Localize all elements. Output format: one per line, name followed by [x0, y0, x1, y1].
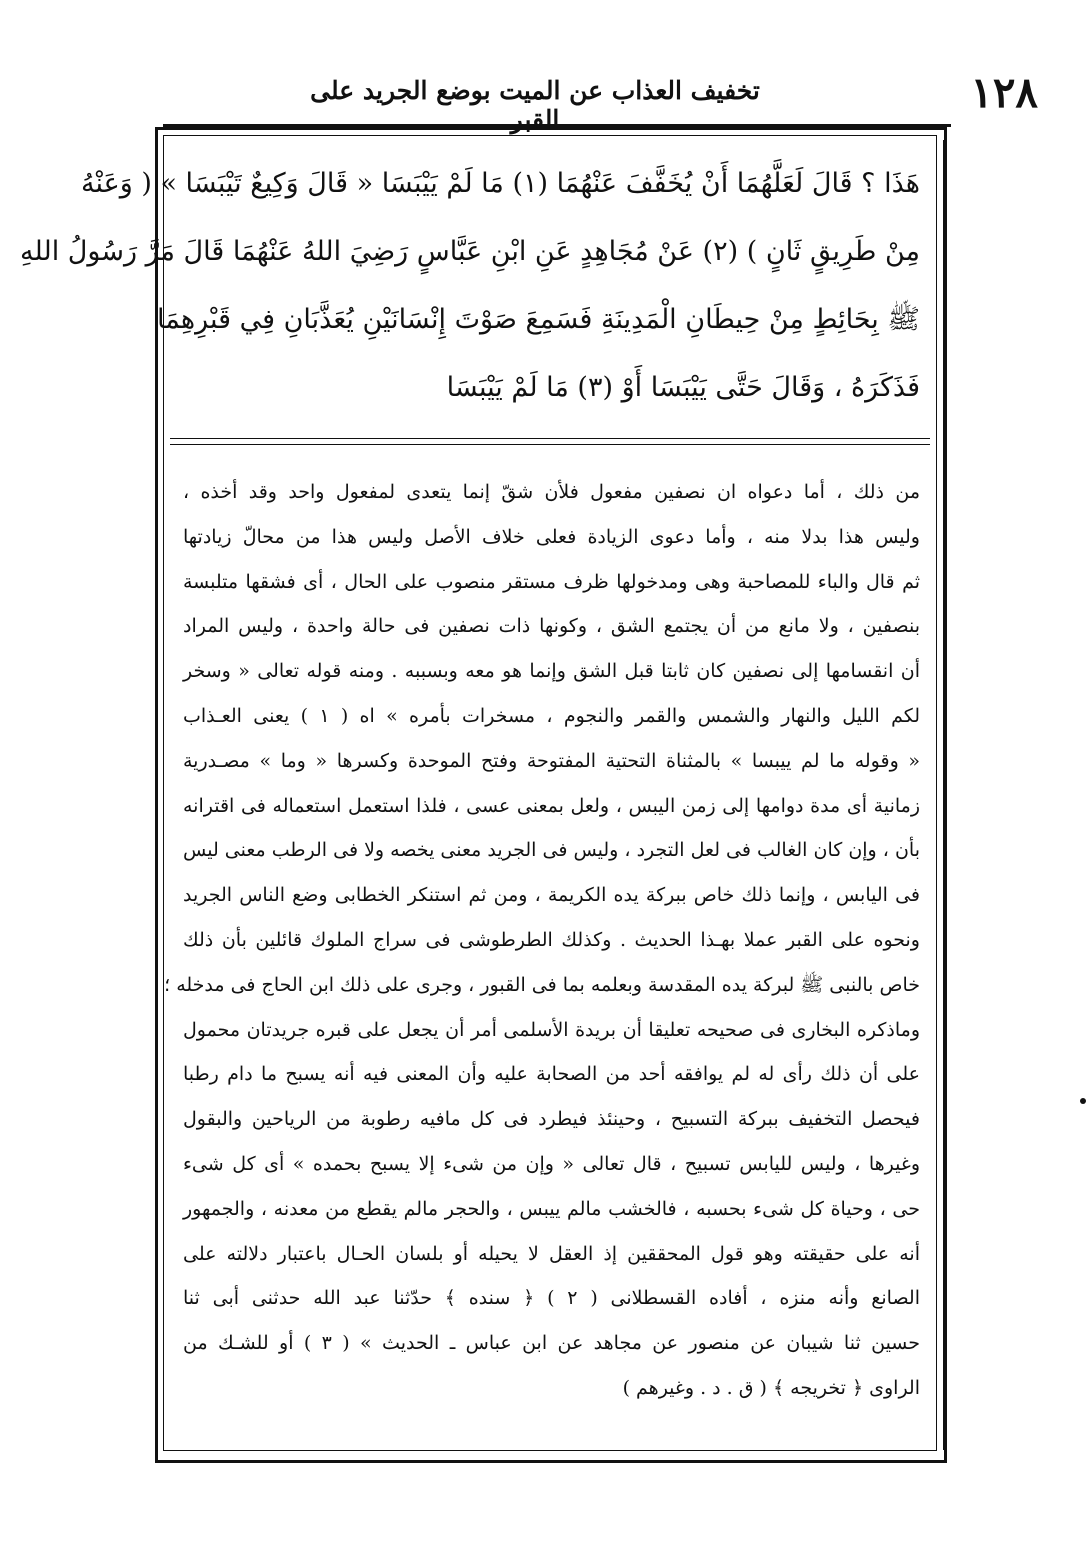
- section-divider: [170, 444, 930, 445]
- margin-rule: [943, 140, 944, 1450]
- commentary-line: الصانع وأنه منزه ، أفاده القسطلانى ( ٢ ) ﴿ سنده ﴾ حدّثنا عبد الله حدثنى أبى ثنا: [183, 1287, 921, 1310]
- hadith-line: فَذَكَرَهُ ، وَقَالَ حَتَّى يَيْبَسَا أَوْ (٣) مَا لَمْ يَيْبَسَا: [446, 372, 920, 403]
- commentary-line: وليس هذا بدلا منه ، وأما دعوى الزيادة فعلى خلاف الأصل وليس هذا من محالّ زيادتها: [183, 525, 920, 548]
- section-divider: [170, 438, 930, 439]
- commentary-line: حسين ثنا شيبان عن منصور عن مجاهد عن ابن عباس ـ الحديث » ( ٣ ) أو للشـك من: [183, 1332, 920, 1355]
- commentary-line: من ذلك ، أما دعواه ان نصفين مفعول فلأن شقّ إنما يتعدى لمفعول واحد وقد أخذه ،: [183, 481, 920, 503]
- commentary-line: على أن ذلك رأى له لم يوافقه أحد من الصحابة عليه وأن المعنى فيه أنه يسبح ما دام رطبا: [183, 1063, 920, 1086]
- margin-mark: [1080, 1098, 1086, 1104]
- commentary-line: ثم قال والباء للمصاحبة وهى ومدخولها ظرف مستقر منصوب على الحال ، أى فشقها متلبسة: [183, 570, 920, 593]
- commentary-line: أنه على حقيقته وهو قول المحققين إذ العقل لا يحيله أو بلسان الحـال باعتبار دلالته على: [183, 1242, 920, 1265]
- hadith-text: [20, 150, 920, 422]
- commentary-line: فى اليابس ، وإنما ذلك خاص ببركة يده الكريمة ، ومن ثم استنكر الخطابى وضع الناس الجريد: [183, 884, 920, 907]
- commentary-line: فيحصل التخفيف ببركة التسبيح ، وحينئذ فيطرد فى كل مافيه رطوبة من الرياحين والبقول: [183, 1108, 920, 1131]
- commentary-line: زمانية أى مدة دوامها إلى زمن اليبس ، ولعل بمعنى عسى ، فلذا استعمل استعماله فى اقترانه: [183, 794, 920, 817]
- commentary-line: خاص بالنبى ﷺ لبركة يده المقدسة وبعلمه بما فى القبور ، وجرى على ذلك ابن الحاج فى مدخله ؛: [164, 973, 920, 996]
- commentary-line: حى ، وحياة كل شىء بحسبه ، فالخشب مالم ييبس ، والحجر مالم يقطع من معدنه ، والجمهور: [183, 1197, 920, 1220]
- running-title: تخفيف العذاب عن الميت بوضع الجريد على القبر: [310, 76, 760, 134]
- commentary-line: بنصفين ، ولا مانع من أن يجتمع الشق ، وكونها ذات نصفين فى حالة واحدة ، وليس المراد: [183, 615, 920, 638]
- commentary-line: لكم الليل والنهار والشمس والقمر والنجوم ، مسخرات بأمره » اه ( ١ ) يعنى العـذاب: [183, 704, 921, 727]
- commentary-line: ونحوه على القبر عملا بهـذا الحديث . وكذلك الطرطوشى فى سراج الملوك قائلين بأن ذلك: [183, 928, 920, 951]
- commentary-line: أن انقسامها إلى نصفين كان ثابتا قبل الشق وإنما هو معه وبسببه . ومنه قوله تعالى « وسخر: [183, 660, 920, 683]
- commentary-line: « وقوله ما لم ييبسا » بالمثناة التحتية المفتوحة وفتح الموحدة وكسرها « وما » مصـدرية: [183, 749, 920, 772]
- commentary-line: بأن ، وإن كان الغالب فى لعل التجرد ، وليس فى الجريد معنى يخصه ولا فى الرطب معنى ليس: [183, 839, 920, 862]
- hadith-line: مِنْ طَرِيقٍ ثَانٍ ) (٢) عَنْ مُجَاهِدٍ عَنِ ابْنِ عَبَّاسٍ رَضِيَ اللهُ عَنْهُمَا قَالَ مَرَّ رَسُولُ اللهِ: [20, 236, 920, 267]
- commentary-line: وماذكره البخارى فى صحيحه تعليقا أن بريدة الأسلمى أمر أن يجعل على قبره جريدتان محمول: [183, 1018, 920, 1041]
- page-number: ١٢٨: [970, 68, 1038, 117]
- hadith-line: هَذَا ؟ قَالَ لَعَلَّهُمَا أَنْ يُخَفَّفَ عَنْهُمَا (١) مَا لَمْ يَيْبَسَا « قَالَ وَكِيعٌ تَيْبَسَا » ( وَعَنْهُ: [80, 168, 920, 199]
- hadith-line: ﷺ بِحَائِطٍ مِنْ حِيطَانِ الْمَدِينَةِ فَسَمِعَ صَوْتَ إِنْسَانَيْنِ يُعَذَّبَانِ فِي قَبْرِهِمَا: [157, 304, 920, 335]
- commentary-text: [164, 470, 921, 1411]
- commentary-line: الراوى ﴿ تخريجه ﴾ ( ق . د . وغيرهم ): [622, 1376, 920, 1399]
- commentary-line: وغيرها ، وليس لليابس تسبيح ، قال تعالى « وإن من شىء إلا يسبح بحمده » أى كل شىء: [183, 1152, 920, 1175]
